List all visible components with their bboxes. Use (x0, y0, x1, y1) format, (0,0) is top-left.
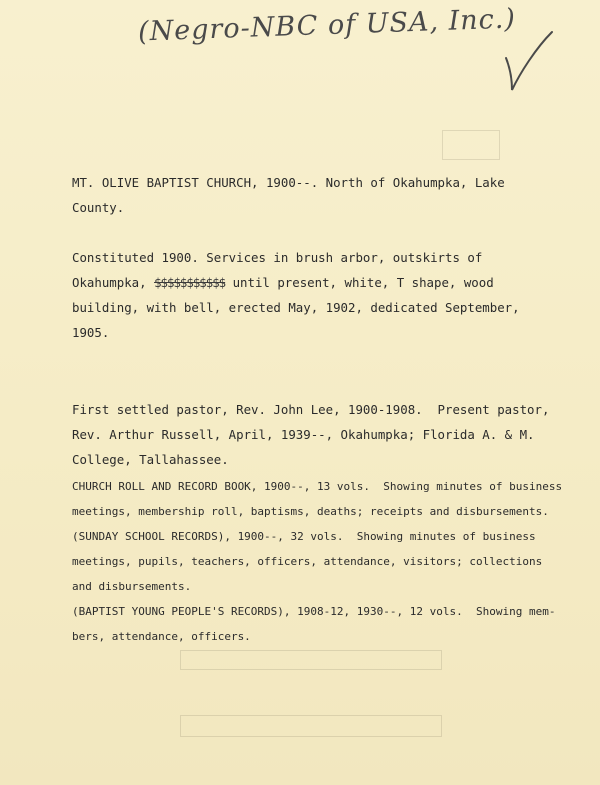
church-heading-line-1: MT. OLIVE BAPTIST CHURCH, 1900--. North of Okahumpka, Lake (72, 175, 505, 190)
bleed-box-top (442, 130, 500, 160)
pastors-line-1: First settled pastor, Rev. John Lee, 1900-1908. Present pastor, (72, 402, 550, 417)
pastors-line-3: College, Tallahassee. (72, 452, 229, 467)
pastors-line-2: Rev. Arthur Russell, April, 1939--, Okahumpka; Florida A. & M. (72, 427, 535, 442)
history-line-2-start: Okahumpka, (72, 275, 155, 290)
bleed-box-bottom (180, 715, 442, 737)
records-line-5: and disbursements. (72, 580, 192, 593)
checkmark-icon (498, 28, 558, 98)
history-line-3: building, with bell, erected May, 1902, dedicated September, (72, 300, 520, 315)
records-line-4: meetings, pupils, teachers, officers, attendance, visitors; collections (72, 555, 543, 568)
records-line-3: (SUNDAY SCHOOL RECORDS), 1900--, 32 vols. Showing minutes of business (72, 530, 536, 543)
records-line-7: bers, attendance, officers. (72, 630, 251, 643)
history-line-2-end: until present, white, T shape, wood (225, 275, 494, 290)
records-line-6: (BAPTIST YOUNG PEOPLE'S RECORDS), 1908-12, 1930--, 12 vols. Showing mem- (72, 605, 556, 618)
records-line-2: meetings, membership roll, baptisms, deaths; receipts and disbursements. (72, 505, 549, 518)
struck-out-text: $$$$$$$$$$$ (154, 275, 226, 290)
bleed-box-mid (180, 650, 442, 670)
history-line-1: Constituted 1900. Services in brush arbor, outskirts of (72, 250, 483, 265)
church-heading-line-2: County. (72, 200, 125, 215)
handwritten-annotation: (Negro-NBC of USA, Inc.) (137, 3, 517, 48)
records-line-1: CHURCH ROLL AND RECORD BOOK, 1900--, 13 vols. Showing minutes of business (72, 480, 563, 493)
bleed-through-top (180, 48, 478, 61)
history-line-2 (72, 270, 494, 295)
history-line-4: 1905. (72, 325, 110, 340)
